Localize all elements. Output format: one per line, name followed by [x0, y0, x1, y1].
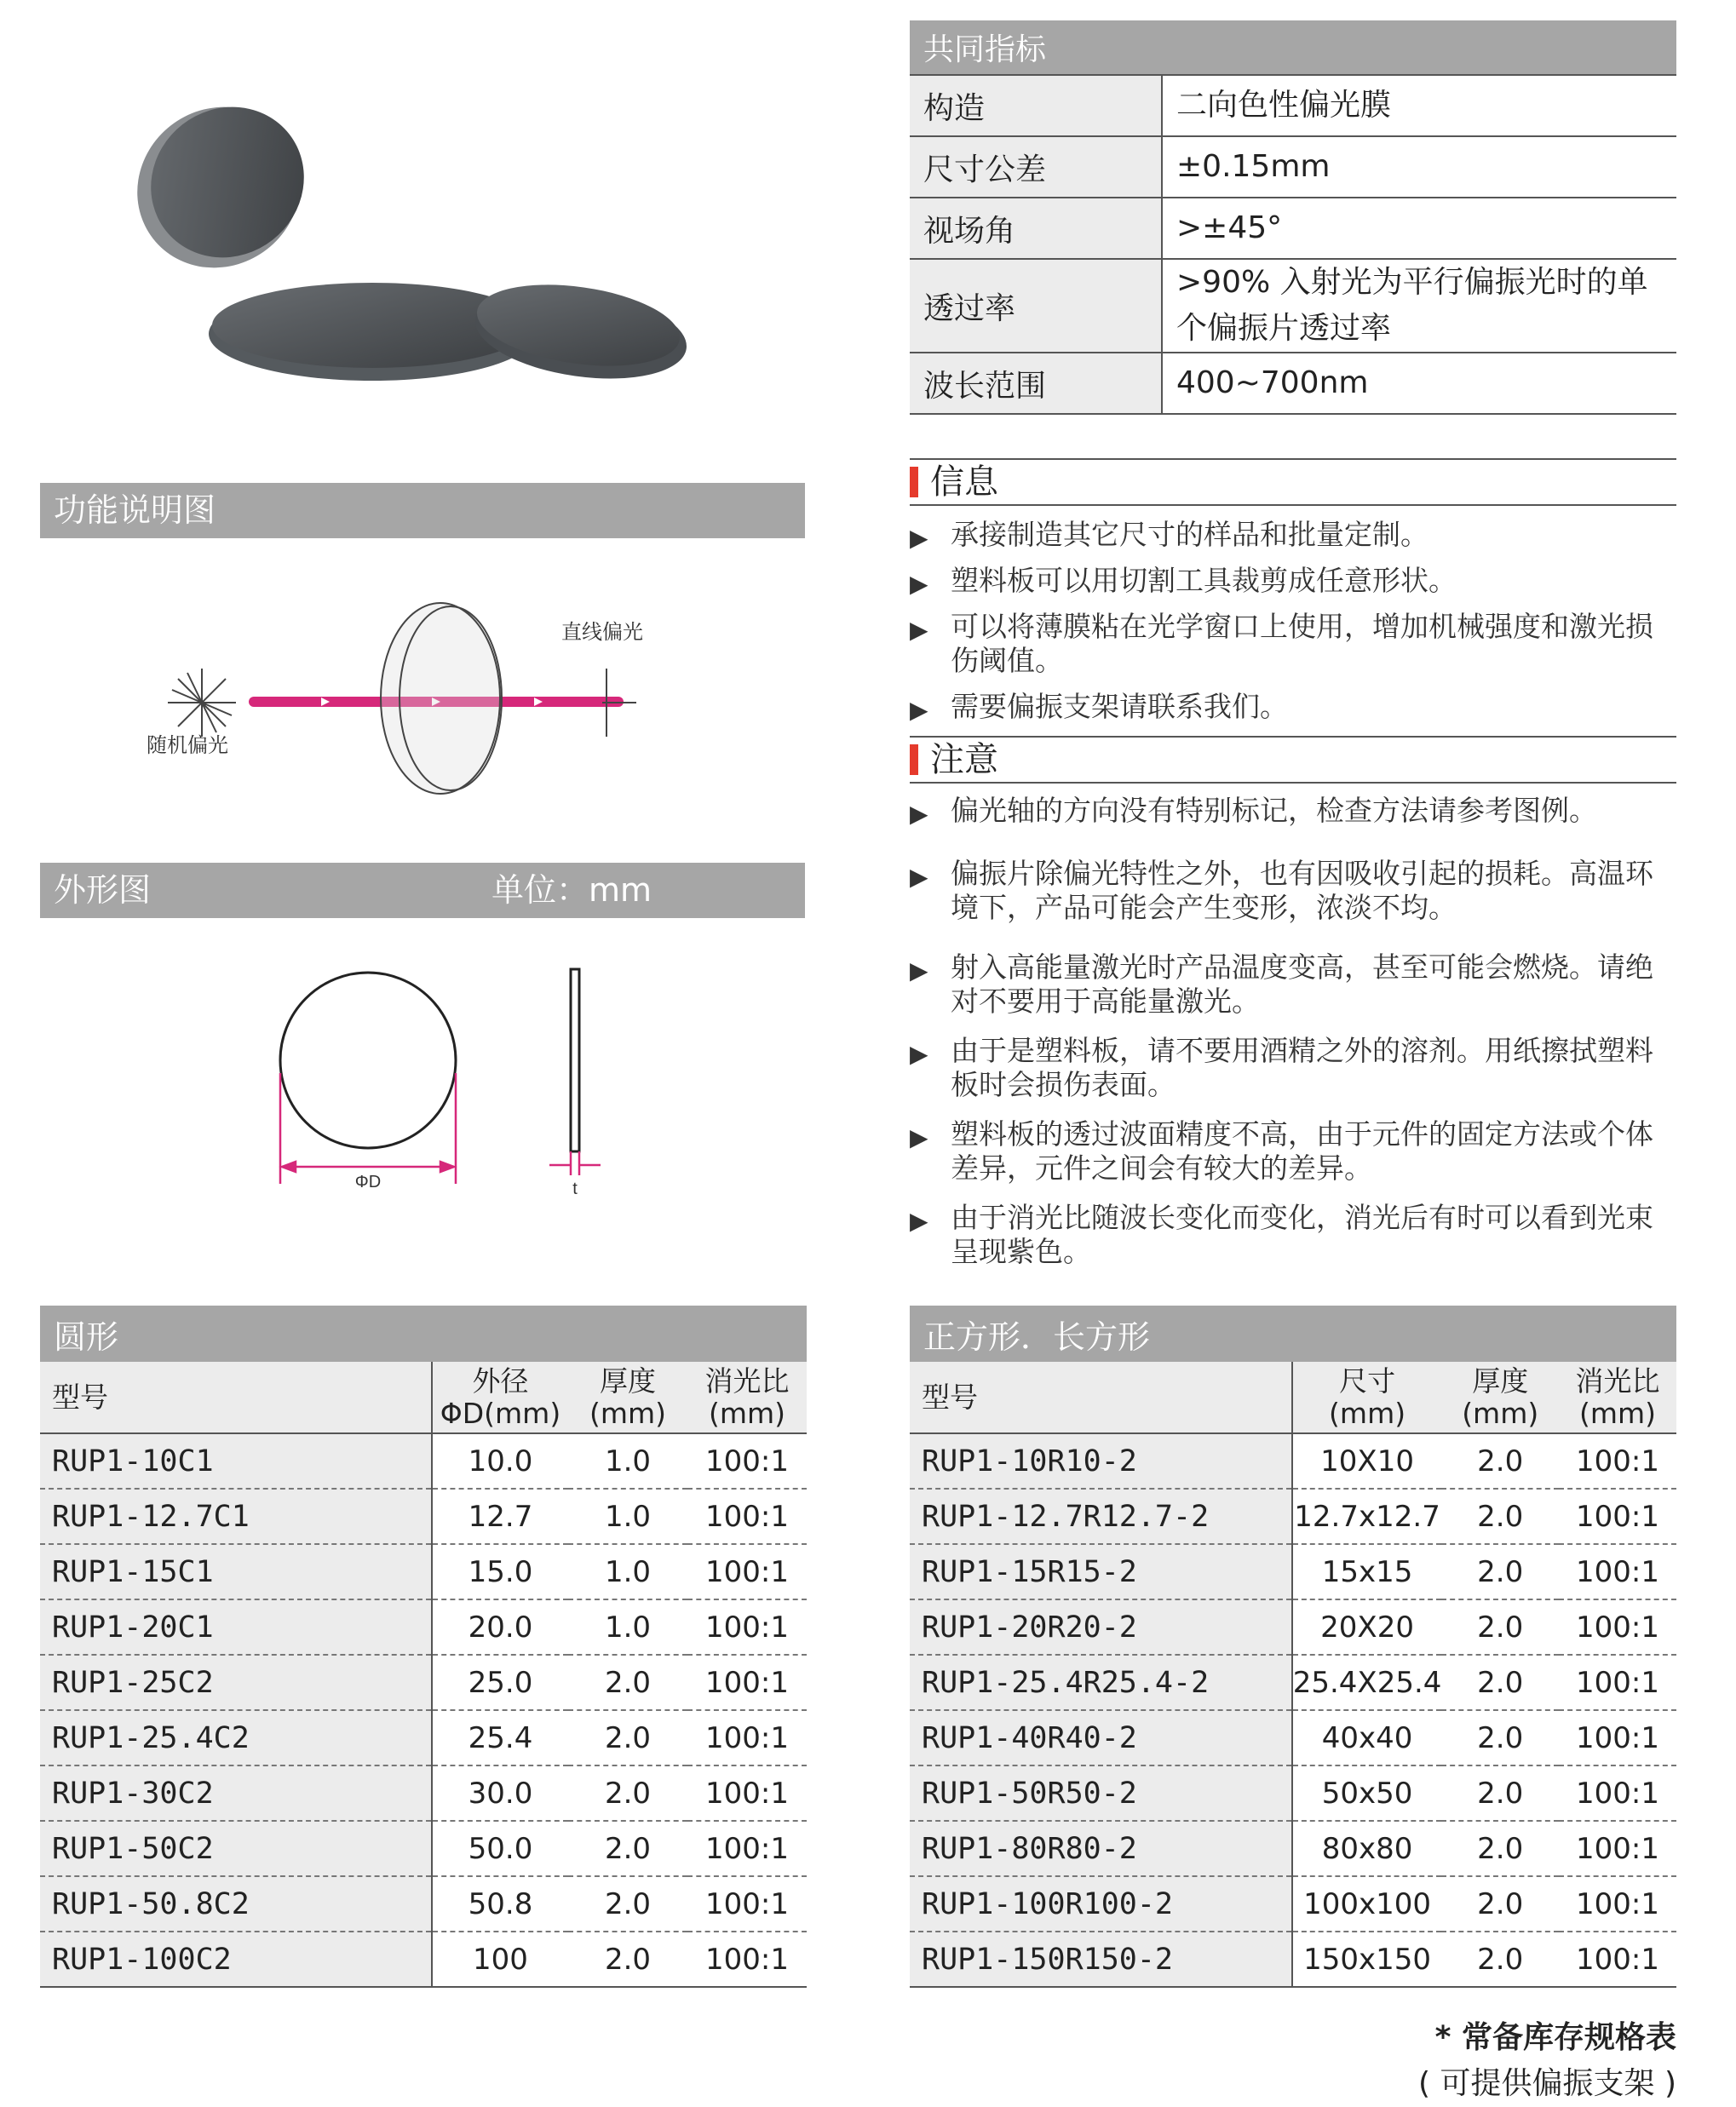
- table-row: [910, 1433, 1676, 1489]
- dimension-cell: 100x100: [1292, 1876, 1442, 1932]
- dimension-cell: 20.0: [432, 1599, 568, 1655]
- square-col-thickness: 厚度 (mm): [1441, 1362, 1559, 1433]
- table-row: [40, 1433, 807, 1489]
- thickness-cell: 2.0: [568, 1821, 687, 1876]
- outline-unit: 单位：mm: [491, 871, 652, 909]
- dimension-cell: 15.0: [432, 1544, 568, 1599]
- model-cell: RUP1-50.8C2: [40, 1876, 432, 1932]
- table-row: [40, 1489, 807, 1544]
- dimension-cell: 50.8: [432, 1876, 568, 1932]
- thickness-cell: 2.0: [568, 1710, 687, 1765]
- model-cell: RUP1-20C1: [40, 1599, 432, 1655]
- model-cell: RUP1-50R50-2: [910, 1765, 1292, 1821]
- thickness-cell: 1.0: [568, 1544, 687, 1599]
- table-row: [910, 1489, 1676, 1544]
- dimension-cell: 12.7: [432, 1489, 568, 1544]
- thickness-cell: 1.0: [568, 1489, 687, 1544]
- notes-heading: [910, 736, 1676, 784]
- thickness-cell: 2.0: [568, 1765, 687, 1821]
- dimension-cell: 10X10: [1292, 1433, 1442, 1489]
- notes-list: [910, 794, 1676, 1269]
- model-cell: RUP1-40R40-2: [910, 1710, 1292, 1765]
- thickness-cell: 1.0: [568, 1599, 687, 1655]
- extinction-cell: 100:1: [1559, 1544, 1676, 1599]
- linear-polarization-label: 直线偏光: [561, 621, 643, 644]
- round-table-title: 圆形: [40, 1306, 807, 1362]
- spec-key-transmittance: 透过率: [910, 259, 1162, 353]
- extinction-cell: 100:1: [687, 1876, 807, 1932]
- dimension-cell: 25.0: [432, 1655, 568, 1710]
- spec-key-tolerance: 尺寸公差: [910, 136, 1162, 198]
- spec-value-tolerance: ±0.15mm: [1162, 136, 1676, 198]
- table-row: [910, 1710, 1676, 1765]
- model-cell: RUP1-15R15-2: [910, 1544, 1292, 1599]
- spec-key-wavelength: 波长范围: [910, 353, 1162, 414]
- table-row: [40, 1765, 807, 1821]
- note-item: ▶ 偏振片除偏光特性之外，也有因吸收引起的损耗。高温环境下，产品可能会产生变形，浓淡不均。: [910, 857, 1676, 925]
- diameter-dimension: [280, 1073, 456, 1184]
- model-cell: RUP1-12.7C1: [40, 1489, 432, 1544]
- info-item: ▶ 可以将薄膜粘在光学窗口上使用，增加机械强度和激光损伤阈值。: [910, 610, 1676, 678]
- outline-drawing: [40, 954, 805, 1201]
- thickness-cell: 2.0: [568, 1932, 687, 1987]
- thickness-cell: 2.0: [1441, 1599, 1559, 1655]
- table-row: [910, 1655, 1676, 1710]
- front-view-circle: [280, 973, 456, 1148]
- round-col-thickness: 厚度 (mm): [568, 1362, 687, 1433]
- spec-key-structure: 构造: [910, 75, 1162, 136]
- thickness-cell: 2.0: [1441, 1932, 1559, 1987]
- note-item: ▶ 偏光轴的方向没有特别标记，检查方法请参考图例。: [910, 794, 1676, 828]
- dimension-cell: 15x15: [1292, 1544, 1442, 1599]
- thickness-cell: 2.0: [1441, 1433, 1559, 1489]
- extinction-cell: 100:1: [687, 1599, 807, 1655]
- round-col-diameter: 外径 ΦD(mm): [432, 1362, 568, 1433]
- side-view-plate: [571, 969, 579, 1151]
- extinction-cell: 100:1: [687, 1710, 807, 1765]
- spec-value-structure: 二向色性偏光膜: [1162, 75, 1676, 136]
- dimension-cell: 10.0: [432, 1433, 568, 1489]
- random-polarization-icon: [168, 669, 236, 737]
- notes-title: 注意: [930, 740, 998, 779]
- spec-value-wavelength: 400~700nm: [1162, 353, 1676, 414]
- table-row: [40, 1544, 807, 1599]
- dimension-cell: 12.7x12.7: [1292, 1489, 1442, 1544]
- model-cell: RUP1-100C2: [40, 1932, 432, 1987]
- info-item: ▶ 承接制造其它尺寸的样品和批量定制。: [910, 518, 1676, 552]
- dimension-cell: 25.4: [432, 1710, 568, 1765]
- thickness-dimension: [549, 1151, 601, 1175]
- model-cell: RUP1-150R150-2: [910, 1932, 1292, 1987]
- dimension-cell: 50.0: [432, 1821, 568, 1876]
- model-cell: RUP1-100R100-2: [910, 1876, 1292, 1932]
- thickness-cell: 2.0: [1441, 1655, 1559, 1710]
- footnote-holder: ( 可提供偏振支架 ): [1418, 2066, 1676, 2101]
- dimension-cell: 100: [432, 1932, 568, 1987]
- dimension-cell: 150x150: [1292, 1932, 1442, 1987]
- round-table: [40, 1306, 807, 1988]
- dimension-cell: 25.4X25.4: [1292, 1655, 1442, 1710]
- extinction-cell: 100:1: [687, 1932, 807, 1987]
- disc-left: [105, 94, 334, 301]
- square-col-model: 型号: [910, 1362, 1292, 1433]
- note-item: ▶ 由于消光比随波长变化而变化，消光后有时可以看到光束呈现紫色。: [910, 1201, 1676, 1269]
- table-row: [910, 1765, 1676, 1821]
- info-title: 信息: [930, 462, 998, 502]
- square-table-title: 正方形．长方形: [910, 1306, 1676, 1362]
- extinction-cell: 100:1: [1559, 1489, 1676, 1544]
- table-row: [910, 1932, 1676, 1987]
- dimension-cell: 20X20: [1292, 1599, 1442, 1655]
- spec-title: 共同指标: [910, 20, 1676, 75]
- table-row: [40, 1876, 807, 1932]
- model-cell: RUP1-80R80-2: [910, 1821, 1292, 1876]
- extinction-cell: 100:1: [1559, 1876, 1676, 1932]
- extinction-cell: 100:1: [687, 1544, 807, 1599]
- table-row: [40, 1655, 807, 1710]
- model-cell: RUP1-50C2: [40, 1821, 432, 1876]
- model-cell: RUP1-10R10-2: [910, 1433, 1292, 1489]
- model-cell: RUP1-10C1: [40, 1433, 432, 1489]
- model-cell: RUP1-30C2: [40, 1765, 432, 1821]
- model-cell: RUP1-15C1: [40, 1544, 432, 1599]
- table-row: [40, 1599, 807, 1655]
- square-col-size: 尺寸 (mm): [1292, 1362, 1442, 1433]
- diameter-label: ΦD: [354, 1173, 382, 1191]
- function-title-bar: [40, 483, 805, 538]
- dimension-cell: 80x80: [1292, 1821, 1442, 1876]
- table-row: [40, 1932, 807, 1987]
- extinction-cell: 100:1: [1559, 1932, 1676, 1987]
- table-row: [910, 1821, 1676, 1876]
- info-heading: [910, 458, 1676, 506]
- disc-right: [469, 273, 692, 391]
- footnote-stock: * 常备库存规格表: [1434, 2020, 1676, 2055]
- model-cell: RUP1-25.4R25.4-2: [910, 1655, 1292, 1710]
- thickness-cell: 2.0: [1441, 1765, 1559, 1821]
- extinction-cell: 100:1: [1559, 1433, 1676, 1489]
- extinction-cell: 100:1: [687, 1821, 807, 1876]
- table-row: [40, 1821, 807, 1876]
- thickness-cell: 2.0: [568, 1655, 687, 1710]
- extinction-cell: 100:1: [1559, 1599, 1676, 1655]
- spec-value-transmittance: >90% 入射光为平行偏振光时的单个偏振片透过率: [1162, 259, 1676, 353]
- extinction-cell: 100:1: [687, 1765, 807, 1821]
- extinction-cell: 100:1: [687, 1655, 807, 1710]
- thickness-cell: 2.0: [568, 1876, 687, 1932]
- note-item: ▶ 射入高能量激光时产品温度变高，甚至可能会燃烧。请绝对不要用于高能量激光。: [910, 950, 1676, 1019]
- outline-title-bar: [40, 863, 805, 918]
- square-col-extinction: 消光比 (mm): [1559, 1362, 1676, 1433]
- table-row: [910, 1544, 1676, 1599]
- thickness-cell: 2.0: [1441, 1821, 1559, 1876]
- thickness-cell: 2.0: [1441, 1710, 1559, 1765]
- square-table: [910, 1306, 1676, 1988]
- spec-key-fov: 视场角: [910, 198, 1162, 259]
- dimension-cell: 40x40: [1292, 1710, 1442, 1765]
- thickness-cell: 2.0: [1441, 1876, 1559, 1932]
- random-polarization-label: 随机偏光: [147, 734, 228, 757]
- round-col-extinction: 消光比 (mm): [687, 1362, 807, 1433]
- model-cell: RUP1-25C2: [40, 1655, 432, 1710]
- info-item: ▶ 塑料板可以用切割工具裁剪成任意形状。: [910, 564, 1676, 598]
- spec-table: [910, 20, 1676, 415]
- extinction-cell: 100:1: [1559, 1765, 1676, 1821]
- model-cell: RUP1-25.4C2: [40, 1710, 432, 1765]
- function-diagram: [40, 588, 805, 801]
- round-col-model: 型号: [40, 1362, 432, 1433]
- note-item: ▶ 由于是塑料板，请不要用酒精之外的溶剂。用纸擦拭塑料板时会损伤表面。: [910, 1034, 1676, 1102]
- extinction-cell: 100:1: [1559, 1655, 1676, 1710]
- thickness-cell: 1.0: [568, 1433, 687, 1489]
- table-row: [40, 1710, 807, 1765]
- info-list: [910, 518, 1676, 724]
- thickness-cell: 2.0: [1441, 1544, 1559, 1599]
- function-title: 功能说明图: [54, 491, 216, 529]
- linear-polarization-icon: [602, 669, 636, 737]
- spec-value-fov: >±45°: [1162, 198, 1676, 259]
- extinction-cell: 100:1: [1559, 1821, 1676, 1876]
- thickness-label: t: [572, 1180, 578, 1198]
- dimension-cell: 30.0: [432, 1765, 568, 1821]
- info-item: ▶ 需要偏振支架请联系我们。: [910, 690, 1676, 724]
- footnote: [1418, 2015, 1676, 2107]
- table-row: [910, 1599, 1676, 1655]
- outline-title: 外形图: [54, 871, 152, 909]
- thickness-cell: 2.0: [1441, 1489, 1559, 1544]
- product-photo: [40, 94, 805, 400]
- extinction-cell: 100:1: [687, 1433, 807, 1489]
- table-row: [910, 1876, 1676, 1932]
- extinction-cell: 100:1: [1559, 1710, 1676, 1765]
- model-cell: RUP1-12.7R12.7-2: [910, 1489, 1292, 1544]
- extinction-cell: 100:1: [687, 1489, 807, 1544]
- note-item: ▶ 塑料板的透过波面精度不高，由于元件的固定方法或个体差异，元件之间会有较大的差异。: [910, 1117, 1676, 1186]
- dimension-cell: 50x50: [1292, 1765, 1442, 1821]
- model-cell: RUP1-20R20-2: [910, 1599, 1292, 1655]
